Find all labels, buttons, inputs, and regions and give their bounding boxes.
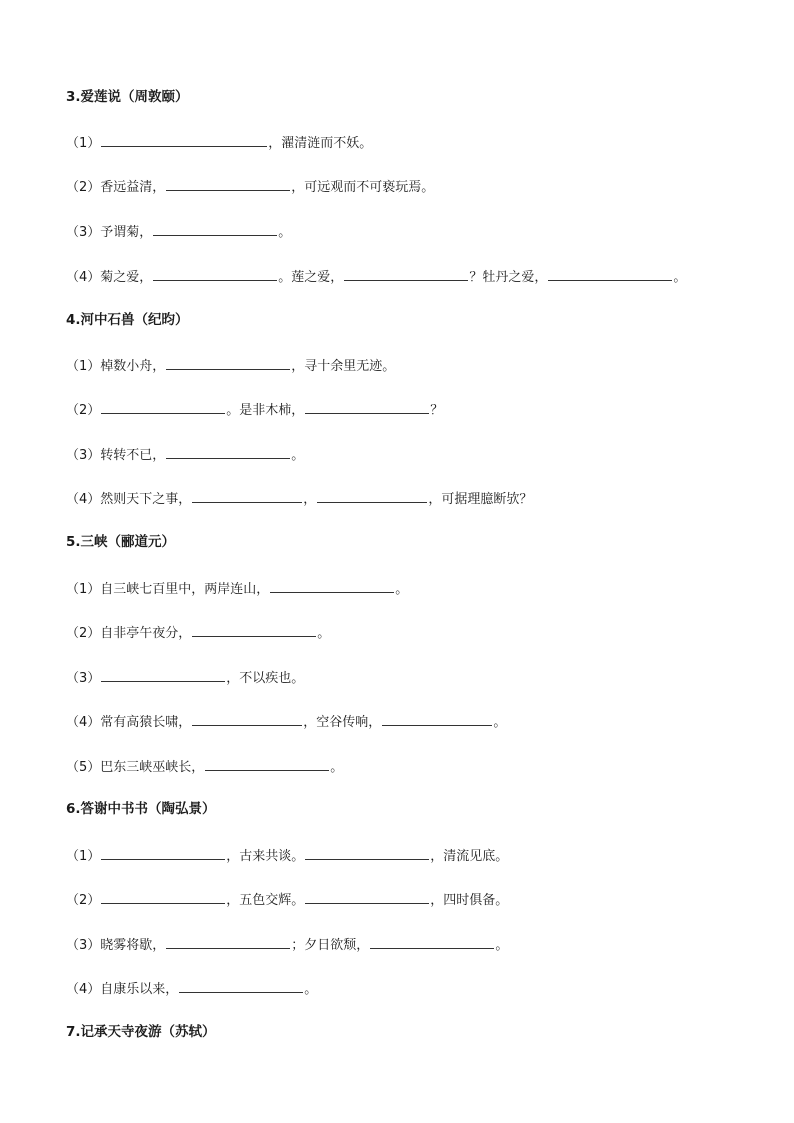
answer-blank[interactable] bbox=[101, 889, 225, 904]
question-text: 自康乐以来， bbox=[100, 982, 179, 997]
question-number: （4） bbox=[66, 715, 101, 730]
answer-blank[interactable] bbox=[317, 488, 427, 503]
section-heading: 6.答谢中书书（陶弘景） bbox=[66, 801, 216, 817]
question-number: （4） bbox=[66, 982, 101, 997]
answer-blank[interactable] bbox=[192, 711, 302, 726]
answer-blank[interactable] bbox=[305, 845, 429, 860]
question-text: 。 bbox=[317, 626, 331, 641]
question-text: 常有高猿长啸， bbox=[100, 715, 192, 730]
answer-blank[interactable] bbox=[101, 845, 225, 860]
question-line bbox=[66, 711, 506, 732]
answer-blank[interactable] bbox=[382, 711, 492, 726]
question-text: 。 bbox=[278, 225, 292, 240]
question-text: ？牡丹之爱， bbox=[469, 270, 548, 285]
question-text: 。 bbox=[291, 448, 305, 463]
question-line bbox=[66, 889, 508, 910]
section-heading: 5.三峡（郦道元） bbox=[66, 534, 176, 550]
question-text: ；夕日欲颓， bbox=[291, 938, 370, 953]
question-number: （2） bbox=[66, 180, 101, 195]
question-number: （4） bbox=[66, 492, 101, 507]
question-line bbox=[66, 667, 304, 688]
answer-blank[interactable] bbox=[205, 756, 329, 771]
question-line bbox=[66, 622, 330, 643]
question-text: ，古来共谈。 bbox=[226, 849, 305, 864]
question-text: 香远益清， bbox=[100, 180, 166, 195]
question-text: 。 bbox=[330, 760, 344, 775]
answer-blank[interactable] bbox=[166, 176, 290, 191]
answer-blank[interactable] bbox=[101, 667, 225, 682]
question-line bbox=[66, 266, 686, 287]
question-number: （3） bbox=[66, 938, 101, 953]
question-text: 。 bbox=[493, 715, 507, 730]
question-text: 。是非木柿， bbox=[226, 403, 305, 418]
question-text: ，可远观而不可亵玩焉。 bbox=[291, 180, 435, 195]
answer-blank[interactable] bbox=[179, 978, 303, 993]
question-text: ，寻十余里无迹。 bbox=[291, 359, 396, 374]
question-text: 予谓菊， bbox=[100, 225, 153, 240]
question-number: （2） bbox=[66, 893, 101, 908]
question-number: （3） bbox=[66, 448, 101, 463]
answer-blank[interactable] bbox=[548, 266, 672, 281]
answer-blank[interactable] bbox=[101, 399, 225, 414]
question-line bbox=[66, 978, 317, 999]
question-number: （1） bbox=[66, 849, 101, 864]
question-line bbox=[66, 355, 395, 376]
answer-blank[interactable] bbox=[270, 578, 394, 593]
answer-blank[interactable] bbox=[101, 132, 267, 147]
question-line bbox=[66, 756, 343, 777]
answer-blank[interactable] bbox=[305, 889, 429, 904]
question-text: ，不以疾也。 bbox=[226, 671, 305, 686]
question-text: ，五色交辉。 bbox=[226, 893, 305, 908]
question-number: （3） bbox=[66, 225, 101, 240]
answer-blank[interactable] bbox=[166, 355, 290, 370]
question-line bbox=[66, 444, 304, 465]
question-number: （1） bbox=[66, 359, 101, 374]
question-text: 巴东三峡巫峡长， bbox=[100, 760, 205, 775]
answer-blank[interactable] bbox=[166, 444, 290, 459]
answer-blank[interactable] bbox=[153, 221, 277, 236]
section-heading: 3.爱莲说（周敦颐） bbox=[66, 89, 189, 105]
answer-blank[interactable] bbox=[192, 488, 302, 503]
question-line bbox=[66, 578, 408, 599]
answer-blank[interactable] bbox=[153, 266, 277, 281]
question-number: （2） bbox=[66, 403, 101, 418]
section-heading: 7.记承天寺夜游（苏轼） bbox=[66, 1024, 216, 1040]
question-text: 棹数小舟， bbox=[100, 359, 166, 374]
question-text: 然则天下之事， bbox=[100, 492, 192, 507]
answer-blank[interactable] bbox=[370, 934, 494, 949]
question-text: ，清流见底。 bbox=[430, 849, 509, 864]
question-line bbox=[66, 221, 291, 242]
question-text: 。 bbox=[673, 270, 687, 285]
answer-blank[interactable] bbox=[192, 622, 316, 637]
question-number: （5） bbox=[66, 760, 101, 775]
question-number: （1） bbox=[66, 582, 101, 597]
question-number: （4） bbox=[66, 270, 101, 285]
section-heading: 4.河中石兽（纪昀） bbox=[66, 312, 189, 328]
question-line bbox=[66, 488, 532, 509]
question-text: 转转不已， bbox=[100, 448, 166, 463]
question-line bbox=[66, 132, 372, 153]
question-number: （1） bbox=[66, 136, 101, 151]
answer-blank[interactable] bbox=[344, 266, 468, 281]
question-text: ，濯清涟而不妖。 bbox=[268, 136, 373, 151]
question-text: ， bbox=[303, 492, 317, 507]
question-text: 。 bbox=[495, 938, 509, 953]
question-text: 。 bbox=[395, 582, 409, 597]
question-text: ，四时俱备。 bbox=[430, 893, 509, 908]
question-line bbox=[66, 399, 443, 420]
question-text: 。 bbox=[304, 982, 318, 997]
question-text: 。莲之爱， bbox=[278, 270, 344, 285]
question-number: （2） bbox=[66, 626, 101, 641]
question-text: 晓雾将歇， bbox=[100, 938, 166, 953]
question-text: ？ bbox=[430, 403, 444, 418]
question-text: 自非亭午夜分， bbox=[100, 626, 192, 641]
question-line bbox=[66, 845, 508, 866]
answer-blank[interactable] bbox=[166, 934, 290, 949]
question-text: 自三峡七百里中，两岸连山， bbox=[100, 582, 270, 597]
question-text: ，空谷传响， bbox=[303, 715, 382, 730]
question-line bbox=[66, 176, 434, 197]
question-line bbox=[66, 934, 508, 955]
question-text: 菊之爱， bbox=[100, 270, 153, 285]
question-number: （3） bbox=[66, 671, 101, 686]
question-text: ，可据理臆断欤？ bbox=[428, 492, 533, 507]
answer-blank[interactable] bbox=[305, 399, 429, 414]
